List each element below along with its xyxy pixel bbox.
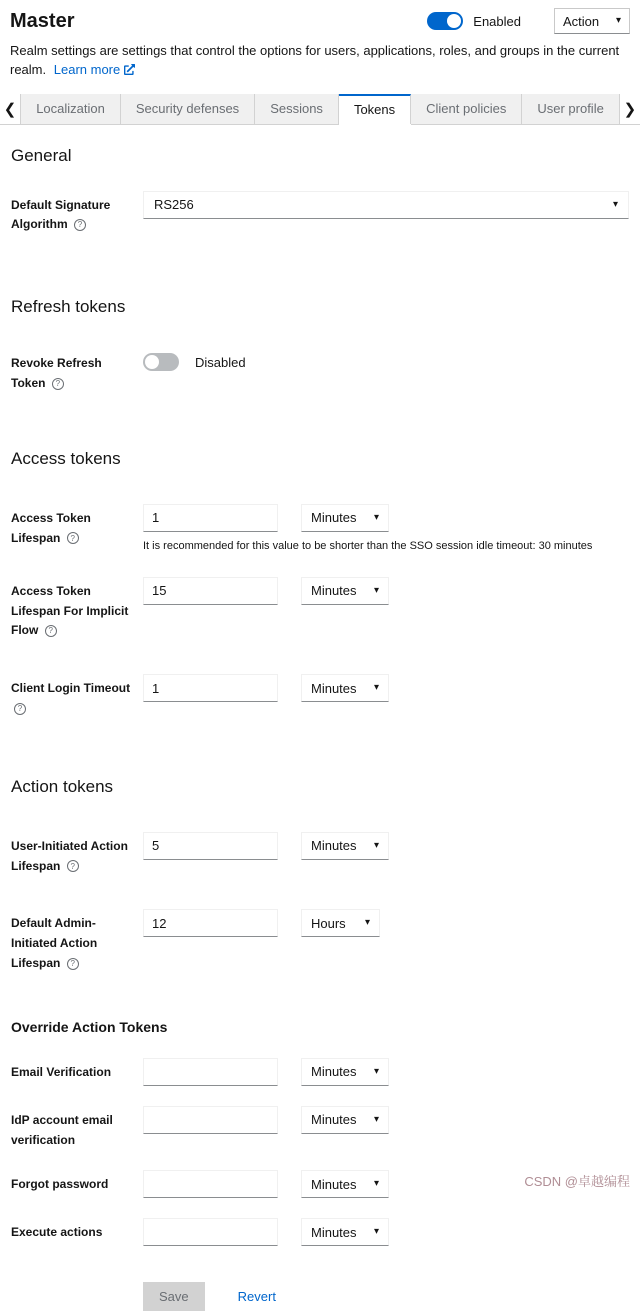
field-label: Email Verification [11, 1064, 112, 1079]
realm-header [0, 0, 640, 81]
field-execute-actions [11, 1218, 629, 1246]
toggle-state-label: Disabled [195, 354, 246, 370]
chevron-right-icon: ❯ [623, 100, 637, 118]
caret-down-icon: ▾ [364, 917, 370, 929]
tab-user-profile[interactable]: User profile [522, 94, 619, 124]
revert-link[interactable]: Revert [237, 1289, 276, 1305]
selected-value: Hours [311, 915, 346, 931]
field-default-admin-initiated-action-lifespan [11, 909, 629, 973]
revoke-refresh-token-toggle[interactable] [143, 353, 179, 371]
watermark-text: CSDN @卓越编程 [524, 1174, 630, 1189]
field-label: Access Token Lifespan ? [11, 510, 91, 545]
field-label: Access Token Lifespan For Implicit Flow ? [11, 583, 129, 638]
client-login-timeout-input[interactable] [143, 674, 278, 702]
execute-actions-unit-select[interactable] [301, 1218, 389, 1246]
realm-enabled-toggle[interactable] [427, 12, 463, 30]
helper-text: It is recommended for this value to be shorter than the SSO session idle timeout: 30 minutes [143, 539, 593, 552]
field-label: Execute actions [11, 1225, 103, 1240]
field-label: Default Admin-Initiated Action Lifespan ? [11, 916, 98, 971]
tabs-scroll-right-button[interactable] [620, 94, 640, 124]
email-verification-input[interactable] [143, 1058, 278, 1086]
form-footer [143, 1282, 629, 1311]
caret-down-icon: ▾ [373, 584, 379, 596]
section-refresh-tokens-heading: Refresh tokens [11, 297, 126, 317]
description-text: Realm settings are settings that control the options for users, applications, roles, and groups in the current realm. [10, 43, 620, 77]
selected-value: Minutes [311, 1224, 357, 1240]
selected-value: Minutes [311, 1064, 357, 1080]
forgot-password-unit-select[interactable] [301, 1170, 389, 1198]
field-label: Forgot password [11, 1177, 109, 1192]
help-icon[interactable]: ? [45, 625, 57, 637]
help-icon[interactable]: ? [67, 958, 79, 970]
help-icon[interactable]: ? [67, 532, 79, 544]
selected-value: Minutes [311, 583, 357, 599]
realm-description [10, 42, 625, 81]
save-button[interactable]: Save [143, 1282, 205, 1311]
caret-down-icon: ▾ [373, 1178, 379, 1190]
field-label: Client Login Timeout ? [11, 681, 131, 714]
access-token-lifespan-input[interactable] [143, 504, 278, 532]
idp-account-email-verification-unit-select[interactable] [301, 1106, 389, 1134]
selected-value: Minutes [311, 1112, 357, 1128]
field-label: Revoke Refresh Token ? [11, 356, 102, 391]
caret-down-icon: ▾ [373, 682, 379, 694]
toggle-knob [145, 355, 159, 369]
caret-down-icon: ▾ [373, 839, 379, 851]
user-initiated-action-lifespan-unit-select[interactable] [301, 832, 389, 860]
forgot-password-input[interactable] [143, 1170, 278, 1198]
field-label: Default Signature Algorithm ? [11, 197, 111, 232]
caret-down-icon: ▾ [373, 511, 379, 523]
caret-down-icon: ▾ [373, 1226, 379, 1238]
execute-actions-input[interactable] [143, 1218, 278, 1246]
help-icon[interactable]: ? [52, 378, 64, 390]
tab-tokens[interactable]: Tokens [339, 94, 411, 124]
enabled-label: Enabled [473, 13, 521, 29]
tokens-form [0, 146, 640, 1311]
section-general-heading: General [11, 145, 72, 165]
override-action-tokens-heading: Override Action Tokens [11, 1018, 168, 1035]
field-idp-account-email-verification [11, 1106, 629, 1151]
field-access-token-lifespan-implicit [11, 577, 629, 641]
caret-down-icon: ▾ [612, 198, 618, 210]
default-signature-algorithm-select[interactable] [143, 191, 629, 219]
field-user-initiated-action-lifespan [11, 832, 629, 877]
toggle-knob [447, 14, 461, 28]
selected-value: Minutes [311, 680, 357, 696]
help-icon[interactable]: ? [74, 219, 86, 231]
selected-value: Minutes [311, 838, 357, 854]
section-action-tokens-heading: Action tokens [11, 776, 114, 796]
tab-security-defenses[interactable]: Security defenses [121, 94, 255, 124]
tab-localization[interactable]: Localization [20, 94, 121, 124]
selected-value: RS256 [154, 197, 194, 213]
help-icon[interactable]: ? [14, 703, 26, 715]
tab-client-policies[interactable]: Client policies [411, 94, 522, 124]
learn-more-link[interactable]: Learn more [54, 62, 135, 77]
field-label: IdP account email verification [11, 1112, 113, 1147]
help-icon[interactable]: ? [67, 860, 79, 872]
field-access-token-lifespan [11, 504, 629, 552]
chevron-left-icon: ❮ [3, 100, 17, 118]
field-client-login-timeout [11, 674, 629, 719]
email-verification-unit-select[interactable] [301, 1058, 389, 1086]
access-token-lifespan-implicit-unit-select[interactable] [301, 577, 389, 605]
selected-value: Minutes [311, 510, 357, 526]
client-login-timeout-unit-select[interactable] [301, 674, 389, 702]
caret-down-icon: ▾ [373, 1113, 379, 1125]
caret-down-icon: ▾ [615, 15, 621, 26]
user-initiated-action-lifespan-input[interactable] [143, 832, 278, 860]
field-label: User-Initiated Action Lifespan ? [11, 838, 128, 873]
section-access-tokens-heading: Access tokens [11, 448, 121, 468]
tab-sessions[interactable]: Sessions [255, 94, 339, 124]
default-admin-initiated-action-lifespan-input[interactable] [143, 909, 278, 937]
caret-down-icon: ▾ [373, 1065, 379, 1077]
realm-settings-tabs [0, 94, 640, 125]
idp-account-email-verification-input[interactable] [143, 1106, 278, 1134]
access-token-lifespan-unit-select[interactable] [301, 504, 389, 532]
tabs-scroll-left-button[interactable] [0, 94, 20, 124]
field-default-signature-algorithm [11, 191, 629, 236]
field-revoke-refresh-token [11, 349, 629, 394]
action-dropdown-label: Action [563, 13, 600, 29]
action-dropdown[interactable] [554, 8, 630, 34]
access-token-lifespan-implicit-input[interactable] [143, 577, 278, 605]
selected-value: Minutes [311, 1176, 357, 1192]
field-email-verification [11, 1058, 629, 1086]
page-title: Master [10, 9, 75, 32]
default-admin-initiated-action-lifespan-unit-select[interactable] [301, 909, 380, 937]
external-link-icon [124, 62, 135, 81]
